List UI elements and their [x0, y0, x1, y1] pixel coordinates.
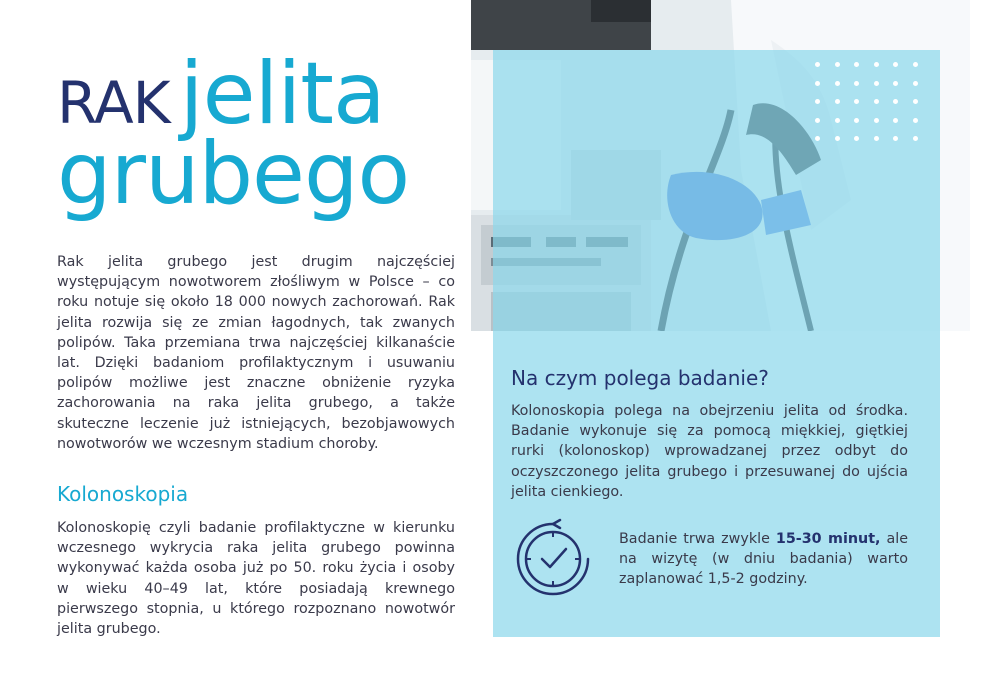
dot	[913, 136, 918, 141]
dot	[854, 81, 859, 86]
duration-text-pre: Badanie trwa zwykle	[619, 531, 776, 547]
dot	[854, 118, 859, 123]
dot	[854, 99, 859, 104]
dot	[913, 81, 918, 86]
dot	[893, 136, 898, 141]
title-grubego: grubego	[57, 124, 410, 224]
duration-text-post: ale na wizytę (w dniu badania) warto zaplanować 1,5-2 godziny.	[619, 531, 908, 588]
dot	[854, 62, 859, 67]
kolonoskopia-heading: Kolonoskopia	[57, 482, 189, 506]
dot	[854, 136, 859, 141]
dot	[874, 62, 879, 67]
dot	[835, 62, 840, 67]
title-rak: RAK	[57, 69, 170, 137]
title-jelita: jelita	[179, 44, 385, 144]
dot	[815, 81, 820, 86]
kolonoskopia-paragraph: Kolonoskopię czyli badanie profilaktyczne w kierunku wczesnego wykrycia raka jelita grubego powinna wykonywać każda osoba już po 50. roku życia i osoby w wieku 40–49 lat, które posiadają krewnego pierwszego stopnia, u którego rozpoznano nowotwór jelita grubego.	[57, 520, 455, 638]
duration-paragraph	[619, 529, 908, 590]
dot	[815, 99, 820, 104]
dot	[874, 81, 879, 86]
dot	[815, 136, 820, 141]
dot	[913, 118, 918, 123]
clock-check-icon	[510, 516, 596, 602]
dot	[893, 81, 898, 86]
dot	[893, 99, 898, 104]
duration-highlight: 15-30 minut,	[775, 531, 881, 547]
dot	[893, 118, 898, 123]
dot	[835, 81, 840, 86]
dot	[835, 136, 840, 141]
dot	[874, 118, 879, 123]
dot	[835, 99, 840, 104]
intro-paragraph: Rak jelita grubego jest drugim najczęściej występującym nowotworem złośliwym w Polsce – co roku notuje się około 18 000 nowych zachorowań. Rak jelita rozwija się ze zmian łagodnych, tak zwanych polipów. Taka przemiana trwa najczęściej kilkanaście lat. Dzięki badaniom profilaktycznym i usuwaniu polipów możliwe jest znaczne obniżenie ryzyka zachorowania na raka jelita grubego, a także skuteczne leczenie już istniejących, bezobjawowych nowotworów we wczesnym stadium choroby.	[57, 254, 455, 452]
panel-paragraph: Kolonoskopia polega na obejrzeniu jelita od środka. Badanie wykonuje się za pomocą miękkiej, giętkiej rurki (kolonoskop) wprowadzanej przez odbyt do oczyszczonego jelita grubego i przesuwanej do ujścia jelita cienkiego.	[511, 403, 908, 500]
dot	[893, 62, 898, 67]
dot	[874, 136, 879, 141]
dot	[815, 62, 820, 67]
dot	[913, 62, 918, 67]
dot	[913, 99, 918, 104]
dot	[835, 118, 840, 123]
dot	[815, 118, 820, 123]
dot	[874, 99, 879, 104]
panel-heading: Na czym polega badanie?	[511, 366, 769, 390]
